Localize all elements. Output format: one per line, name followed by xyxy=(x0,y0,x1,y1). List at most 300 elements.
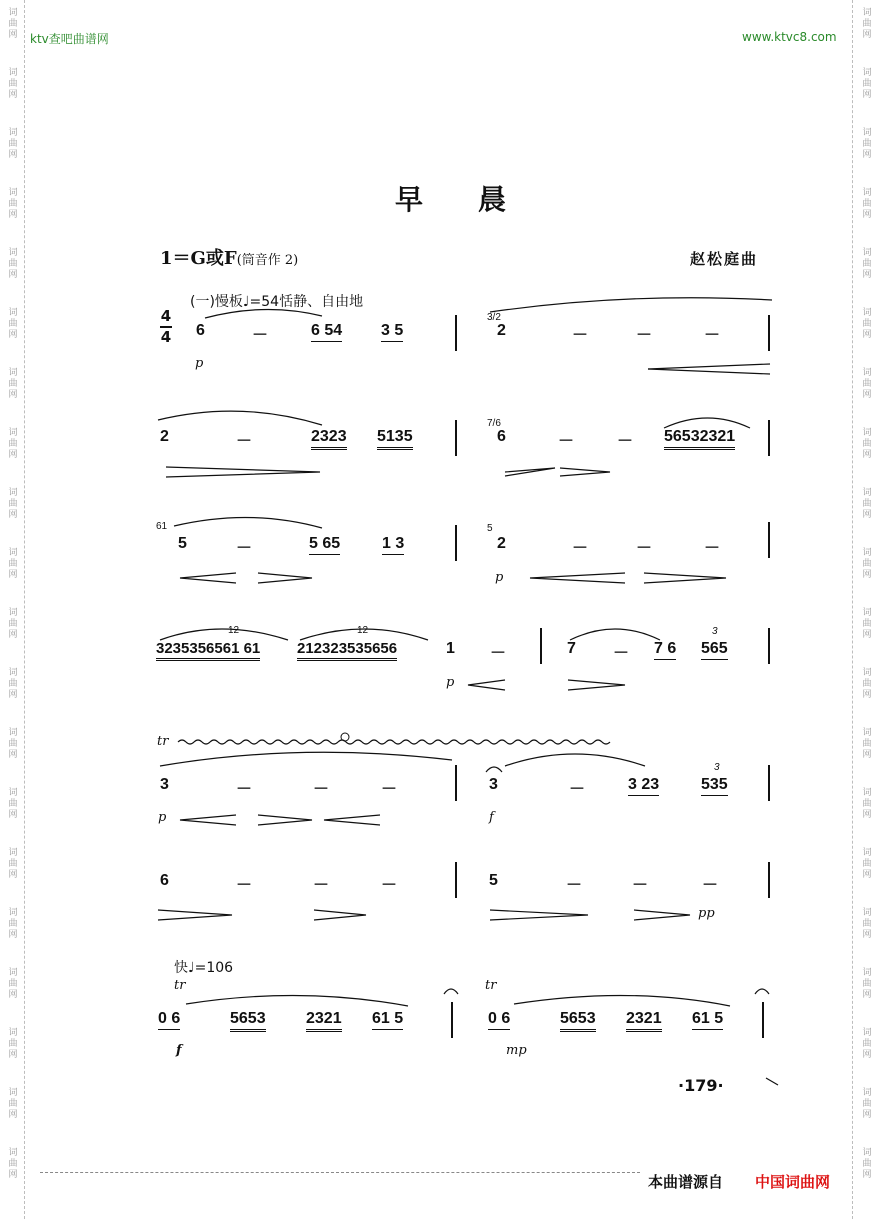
watermark-char: 曲 xyxy=(862,19,872,29)
watermark-char: 词 xyxy=(8,848,18,858)
watermark-group xyxy=(4,908,22,941)
hairpin xyxy=(648,364,770,369)
watermark-char: 曲 xyxy=(8,379,18,389)
watermark-char: 网 xyxy=(862,930,872,940)
watermark-char: 词 xyxy=(862,1028,872,1038)
watermark-char: 曲 xyxy=(862,1099,872,1109)
slur xyxy=(490,298,772,312)
slur xyxy=(514,995,730,1006)
note: － xyxy=(702,877,719,894)
note: 5135 xyxy=(377,428,413,450)
barline xyxy=(451,1002,453,1038)
footer-rule xyxy=(40,1172,640,1173)
note: － xyxy=(632,877,649,894)
grace-note: 7/6 xyxy=(487,418,501,429)
watermark-char: 词 xyxy=(8,428,18,438)
watermark-char: 网 xyxy=(8,510,18,520)
watermark-char: 网 xyxy=(862,90,872,100)
watermark-group xyxy=(4,1088,22,1121)
watermark-char: 词 xyxy=(8,248,18,258)
watermark-char: 网 xyxy=(8,570,18,580)
watermark-char: 曲 xyxy=(862,679,872,689)
barline xyxy=(768,315,770,351)
dynamic-mark: p xyxy=(495,570,504,585)
watermark-char: 词 xyxy=(8,308,18,318)
barline xyxy=(768,628,770,664)
note: － xyxy=(236,540,253,557)
watermark-char: 曲 xyxy=(862,1159,872,1169)
note: 61 5 xyxy=(692,1010,723,1030)
watermark-char: 网 xyxy=(8,30,18,40)
watermark-char: 曲 xyxy=(8,859,18,869)
composer: 赵松庭曲 xyxy=(690,250,759,268)
watermark-char: 词 xyxy=(862,788,872,798)
watermark-char: 网 xyxy=(862,870,872,880)
watermark-char: 网 xyxy=(862,810,872,820)
watermark-char: 网 xyxy=(8,990,18,1000)
watermark-group xyxy=(4,188,22,221)
watermark-char: 网 xyxy=(8,450,18,460)
note: 6 54 xyxy=(311,322,342,342)
watermark-char: 词 xyxy=(862,488,872,498)
watermark-char: 词 xyxy=(8,968,18,978)
watermark-char: 网 xyxy=(862,330,872,340)
watermark-group xyxy=(858,668,876,701)
note: 5653 xyxy=(230,1010,266,1032)
watermark-char: 词 xyxy=(8,68,18,78)
source-site-link[interactable]: 中国词曲网 xyxy=(755,1173,831,1191)
note: － xyxy=(636,327,653,344)
site-name-left[interactable]: ktv查吧曲谱网 xyxy=(30,32,109,46)
note: － xyxy=(704,540,721,557)
dynamic-mark: p xyxy=(446,675,455,690)
dynamic-mark: pp xyxy=(698,906,715,921)
watermark-group xyxy=(4,8,22,41)
note: － xyxy=(613,645,630,662)
dynamic-mark: f xyxy=(176,1043,182,1058)
hairpin xyxy=(490,910,588,920)
slur xyxy=(158,411,322,425)
watermark-char: 曲 xyxy=(8,199,18,209)
tuplet-mark: 12 xyxy=(357,625,369,636)
watermark-group xyxy=(4,788,22,821)
watermark-char: 词 xyxy=(862,128,872,138)
watermark-char: 曲 xyxy=(8,679,18,689)
note: 2323 xyxy=(311,428,347,450)
note: 2 xyxy=(160,428,169,445)
dynamic-mark: p xyxy=(158,810,167,825)
barline xyxy=(768,765,770,801)
note: － xyxy=(252,327,269,344)
note: 3 xyxy=(489,776,498,793)
watermark-char: 网 xyxy=(862,1110,872,1120)
hairpin xyxy=(180,815,236,825)
note: 6 xyxy=(196,322,205,339)
note: － xyxy=(572,327,589,344)
grace-note: 61 xyxy=(156,521,168,532)
watermark-char: 网 xyxy=(862,150,872,160)
hairpin xyxy=(530,573,625,583)
watermark-char: 词 xyxy=(862,68,872,78)
watermark-char: 曲 xyxy=(862,199,872,209)
watermark-group xyxy=(858,908,876,941)
watermark-char: 词 xyxy=(8,668,18,678)
harmonic-mark xyxy=(341,733,349,741)
time-signature-bottom: 4 xyxy=(160,328,172,346)
watermark-char: 词 xyxy=(8,488,18,498)
watermark-char: 词 xyxy=(862,548,872,558)
note: 565 xyxy=(701,640,728,660)
watermark-group xyxy=(4,368,22,401)
note: － xyxy=(313,781,330,798)
watermark-char: 曲 xyxy=(8,1099,18,1109)
watermark-group xyxy=(858,1088,876,1121)
note: 5 xyxy=(178,535,187,552)
grace-note: 5 xyxy=(487,523,493,534)
note: 5 65 xyxy=(309,535,340,555)
time-signature-top: 4 xyxy=(160,307,172,325)
watermark-group xyxy=(858,128,876,161)
watermark-char: 曲 xyxy=(8,439,18,449)
watermark-group xyxy=(858,188,876,221)
watermark-group xyxy=(4,848,22,881)
barline xyxy=(455,765,457,801)
watermark-char: 曲 xyxy=(862,979,872,989)
watermark-char: 曲 xyxy=(862,79,872,89)
slur xyxy=(505,754,645,766)
watermark-char: 网 xyxy=(8,690,18,700)
watermark-char: 网 xyxy=(862,270,872,280)
note: 61 5 xyxy=(372,1010,403,1030)
watermark-char: 曲 xyxy=(8,1159,18,1169)
watermark-group xyxy=(858,1028,876,1061)
watermark-group xyxy=(4,968,22,1001)
note: － xyxy=(617,433,634,450)
left-margin-line xyxy=(24,0,25,1219)
watermark-char: 曲 xyxy=(8,499,18,509)
watermark-group xyxy=(858,848,876,881)
watermark-char: 词 xyxy=(862,368,872,378)
watermark-group xyxy=(4,308,22,341)
hairpin xyxy=(644,573,726,583)
watermark-char: 词 xyxy=(862,968,872,978)
slur xyxy=(664,418,750,428)
watermark-char: 词 xyxy=(8,128,18,138)
watermark-group xyxy=(858,428,876,461)
watermark-char: 曲 xyxy=(862,499,872,509)
hairpin xyxy=(166,467,320,477)
hairpin xyxy=(568,680,625,690)
source-label: 本曲谱源自 xyxy=(648,1173,724,1191)
grace-note: 3/2 xyxy=(487,312,501,323)
tuplet-mark: 3 xyxy=(712,626,718,637)
watermark-group xyxy=(858,8,876,41)
watermark-char: 网 xyxy=(8,810,18,820)
note: 535 xyxy=(701,776,728,796)
watermark-char: 词 xyxy=(8,8,18,18)
watermark-char: 曲 xyxy=(862,919,872,929)
dynamic-mark: mp xyxy=(506,1043,527,1058)
watermark-char: 曲 xyxy=(862,439,872,449)
watermark-group xyxy=(4,488,22,521)
watermark-char: 网 xyxy=(862,1170,872,1180)
right-watermark-column xyxy=(858,0,876,1219)
watermark-char: 网 xyxy=(8,930,18,940)
barline xyxy=(762,1002,764,1038)
watermark-char: 网 xyxy=(8,90,18,100)
page-number: ·179· xyxy=(678,1076,724,1095)
watermark-char: 曲 xyxy=(862,619,872,629)
hairpin xyxy=(468,680,505,690)
note: － xyxy=(236,877,253,894)
trill-wave xyxy=(178,740,610,744)
watermark-char: 曲 xyxy=(8,979,18,989)
note: 2321 xyxy=(626,1010,662,1032)
note: － xyxy=(381,877,398,894)
watermark-group xyxy=(858,548,876,581)
watermark-char: 网 xyxy=(862,690,872,700)
left-watermark-column xyxy=(4,0,22,1219)
hairpin xyxy=(258,815,312,825)
watermark-char: 词 xyxy=(862,668,872,678)
watermark-group xyxy=(858,788,876,821)
note: 3 5 xyxy=(381,322,403,342)
watermark-char: 网 xyxy=(862,510,872,520)
note: 3 23 xyxy=(628,776,659,796)
watermark-char: 曲 xyxy=(862,379,872,389)
watermark-char: 网 xyxy=(8,1170,18,1180)
dynamic-mark: f xyxy=(489,810,494,825)
watermark-char: 网 xyxy=(862,1050,872,1060)
hairpin xyxy=(324,815,380,825)
barline xyxy=(768,862,770,898)
note: － xyxy=(490,645,507,662)
watermark-group xyxy=(4,428,22,461)
note: － xyxy=(236,433,253,450)
watermark-group xyxy=(858,368,876,401)
barline xyxy=(455,315,457,351)
key-label: 1＝G或F xyxy=(160,248,237,269)
note: － xyxy=(566,877,583,894)
page-tick xyxy=(766,1078,778,1085)
slur xyxy=(160,752,452,766)
note: 2 xyxy=(497,535,506,552)
time-signature xyxy=(160,308,172,346)
hairpin xyxy=(634,910,690,920)
watermark-char: 词 xyxy=(862,8,872,18)
watermark-group xyxy=(858,248,876,281)
watermark-group xyxy=(4,548,22,581)
watermark-char: 曲 xyxy=(8,259,18,269)
note: 3 xyxy=(160,776,169,793)
watermark-group xyxy=(858,968,876,1001)
watermark-char: 词 xyxy=(8,1148,18,1158)
note: 5653 xyxy=(560,1010,596,1032)
watermark-char: 网 xyxy=(862,990,872,1000)
note: 6 xyxy=(497,428,506,445)
trill-mark: tr xyxy=(157,734,169,749)
hairpin xyxy=(648,369,770,374)
hairpin xyxy=(505,468,555,476)
watermark-group xyxy=(4,1148,22,1181)
watermark-char: 词 xyxy=(862,608,872,618)
hairpin xyxy=(258,573,312,583)
watermark-char: 曲 xyxy=(8,319,18,329)
tuplet-mark: 3 xyxy=(714,762,720,773)
watermark-char: 词 xyxy=(862,1088,872,1098)
note: － xyxy=(558,433,575,450)
tuplet-mark: 12 xyxy=(228,625,240,636)
song-title: 早晨 xyxy=(395,183,562,216)
note: 1 xyxy=(446,640,455,657)
watermark-char: 词 xyxy=(862,428,872,438)
note: 7 xyxy=(567,640,576,657)
watermark-group xyxy=(4,68,22,101)
note: 0 6 xyxy=(488,1010,510,1030)
watermark-char: 曲 xyxy=(8,19,18,29)
right-margin-line xyxy=(852,0,853,1219)
barline xyxy=(768,420,770,456)
note: － xyxy=(381,781,398,798)
watermark-char: 曲 xyxy=(8,1039,18,1049)
watermark-group xyxy=(4,1028,22,1061)
watermark-char: 网 xyxy=(8,870,18,880)
watermark-char: 网 xyxy=(862,750,872,760)
watermark-group xyxy=(4,248,22,281)
note: 0 6 xyxy=(158,1010,180,1030)
watermark-char: 曲 xyxy=(862,139,872,149)
site-url-right[interactable]: www.ktvc8.com xyxy=(742,30,837,44)
note: 2 xyxy=(497,322,506,339)
note: － xyxy=(572,540,589,557)
watermark-group xyxy=(858,308,876,341)
watermark-char: 曲 xyxy=(8,619,18,629)
watermark-char: 网 xyxy=(862,630,872,640)
watermark-char: 曲 xyxy=(8,139,18,149)
watermark-char: 曲 xyxy=(862,859,872,869)
watermark-char: 词 xyxy=(862,188,872,198)
watermark-group xyxy=(858,728,876,761)
watermark-group xyxy=(4,608,22,641)
watermark-char: 网 xyxy=(8,330,18,340)
watermark-char: 词 xyxy=(862,728,872,738)
note: 6 xyxy=(160,872,169,889)
watermark-group xyxy=(4,668,22,701)
watermark-char: 网 xyxy=(8,630,18,640)
watermark-char: 词 xyxy=(862,308,872,318)
watermark-char: 曲 xyxy=(862,319,872,329)
note: － xyxy=(704,327,721,344)
watermark-char: 网 xyxy=(862,450,872,460)
watermark-char: 网 xyxy=(8,1110,18,1120)
watermark-char: 曲 xyxy=(8,79,18,89)
barline xyxy=(455,862,457,898)
note: － xyxy=(569,781,586,798)
watermark-char: 词 xyxy=(862,908,872,918)
watermark-char: 词 xyxy=(862,1148,872,1158)
barline xyxy=(455,420,457,456)
watermark-char: 网 xyxy=(862,210,872,220)
fast-tempo-marking: 快♩=106 xyxy=(174,960,234,976)
watermark-char: 词 xyxy=(862,248,872,258)
watermark-group xyxy=(858,68,876,101)
watermark-char: 网 xyxy=(8,270,18,280)
key-note: (筒音作 2) xyxy=(236,253,299,268)
slur xyxy=(174,517,322,528)
watermark-group xyxy=(858,608,876,641)
watermark-char: 曲 xyxy=(862,739,872,749)
dynamic-mark: p xyxy=(195,356,204,371)
trill-mark: tr xyxy=(174,978,186,993)
watermark-group xyxy=(4,128,22,161)
watermark-char: 曲 xyxy=(862,799,872,809)
note: 3235356561 61 xyxy=(156,640,260,661)
watermark-char: 词 xyxy=(8,728,18,738)
note: － xyxy=(313,877,330,894)
hairpin xyxy=(314,910,366,920)
hairpin xyxy=(158,910,232,920)
watermark-char: 网 xyxy=(8,390,18,400)
key-signature xyxy=(160,244,298,270)
note: － xyxy=(236,781,253,798)
hairpin xyxy=(560,468,610,476)
watermark-group xyxy=(858,1148,876,1181)
watermark-group xyxy=(858,488,876,521)
watermark-char: 网 xyxy=(8,210,18,220)
watermark-char: 网 xyxy=(8,1050,18,1060)
watermark-char: 网 xyxy=(8,150,18,160)
watermark-group xyxy=(4,728,22,761)
watermark-char: 词 xyxy=(8,548,18,558)
watermark-char: 词 xyxy=(8,908,18,918)
note: － xyxy=(636,540,653,557)
watermark-char: 词 xyxy=(8,608,18,618)
watermark-char: 词 xyxy=(8,188,18,198)
watermark-char: 词 xyxy=(8,788,18,798)
watermark-char: 词 xyxy=(862,848,872,858)
barline xyxy=(455,525,457,561)
watermark-char: 网 xyxy=(862,570,872,580)
watermark-char: 曲 xyxy=(8,799,18,809)
watermark-char: 词 xyxy=(8,1088,18,1098)
note: 212323535656 xyxy=(297,640,397,661)
watermark-char: 曲 xyxy=(8,559,18,569)
barline xyxy=(768,522,770,558)
slur xyxy=(570,629,660,640)
watermark-char: 网 xyxy=(8,750,18,760)
trill-mark: tr xyxy=(485,978,497,993)
slur xyxy=(186,995,408,1006)
note: 7 6 xyxy=(654,640,676,660)
watermark-char: 词 xyxy=(8,1028,18,1038)
note: 1 3 xyxy=(382,535,404,555)
hairpin xyxy=(180,573,236,583)
watermark-char: 曲 xyxy=(862,1039,872,1049)
note: 56532321 xyxy=(664,428,735,450)
watermark-char: 词 xyxy=(8,368,18,378)
note: 2321 xyxy=(306,1010,342,1032)
watermark-char: 曲 xyxy=(8,919,18,929)
slow-tempo-marking: (一)慢板♩=54恬静、自由地 xyxy=(190,294,364,310)
barline xyxy=(540,628,542,664)
note: 5 xyxy=(489,872,498,889)
watermark-char: 网 xyxy=(862,390,872,400)
fermata xyxy=(444,989,458,994)
watermark-char: 曲 xyxy=(862,559,872,569)
watermark-char: 网 xyxy=(862,30,872,40)
watermark-char: 曲 xyxy=(8,739,18,749)
fermata xyxy=(486,767,502,772)
